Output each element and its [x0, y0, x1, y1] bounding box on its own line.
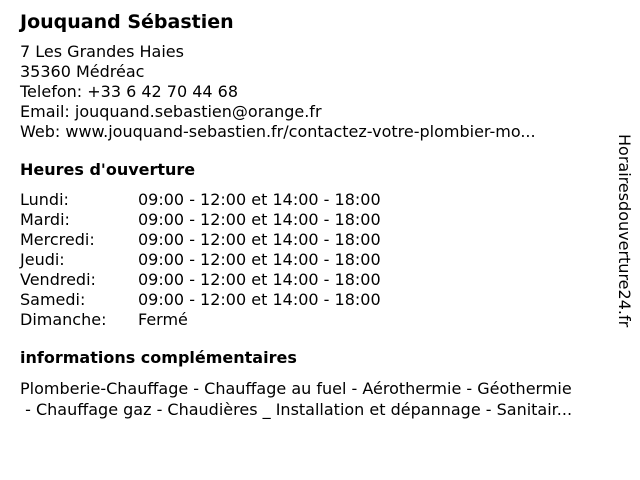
opening-hours-title: Heures d'ouverture [20, 160, 196, 179]
hours-row-friday [20, 270, 620, 290]
hours-row-wednesday [20, 230, 620, 250]
day-label: Lundi: [20, 190, 69, 209]
address-city: 35360 Médréac [20, 62, 145, 81]
additional-info-line-2: - Chauffage gaz - Chaudières _ Installation et dépannage - Sanitair... [20, 400, 573, 419]
hours-value: 09:00 - 12:00 et 14:00 - 18:00 [138, 290, 381, 309]
day-label: Vendredi: [20, 270, 96, 289]
day-label: Samedi: [20, 290, 86, 309]
hours-row-monday [20, 190, 620, 210]
hours-value: 09:00 - 12:00 et 14:00 - 18:00 [138, 190, 381, 209]
hours-row-thursday [20, 250, 620, 270]
email-address[interactable]: Email: jouquand.sebastien@orange.fr [20, 102, 322, 121]
website-link[interactable]: Web: www.jouquand-sebastien.fr/contactez-votre-plombier-mo... [20, 122, 536, 141]
hours-value: 09:00 - 12:00 et 14:00 - 18:00 [138, 230, 381, 249]
phone-number[interactable]: Telefon: +33 6 42 70 44 68 [20, 82, 239, 101]
day-label: Jeudi: [20, 250, 65, 269]
hours-row-saturday [20, 290, 620, 310]
hours-value: 09:00 - 12:00 et 14:00 - 18:00 [138, 270, 381, 289]
business-card [20, 10, 620, 420]
hours-value: 09:00 - 12:00 et 14:00 - 18:00 [138, 210, 381, 229]
hours-row-sunday [20, 310, 620, 330]
site-watermark: Horairesdouverture24.fr [615, 134, 634, 328]
day-label: Dimanche: [20, 310, 107, 329]
day-label: Mercredi: [20, 230, 95, 249]
day-label: Mardi: [20, 210, 70, 229]
business-name: Jouquand Sébastien [20, 11, 234, 33]
address-street: 7 Les Grandes Haies [20, 42, 184, 61]
hours-value: Fermé [138, 310, 188, 329]
additional-info-line-1: Plomberie-Chauffage - Chauffage au fuel - Aérothermie - Géothermie [20, 379, 572, 398]
additional-info-title: informations complémentaires [20, 348, 297, 367]
hours-row-tuesday [20, 210, 620, 230]
hours-value: 09:00 - 12:00 et 14:00 - 18:00 [138, 250, 381, 269]
opening-hours-table [20, 190, 620, 330]
